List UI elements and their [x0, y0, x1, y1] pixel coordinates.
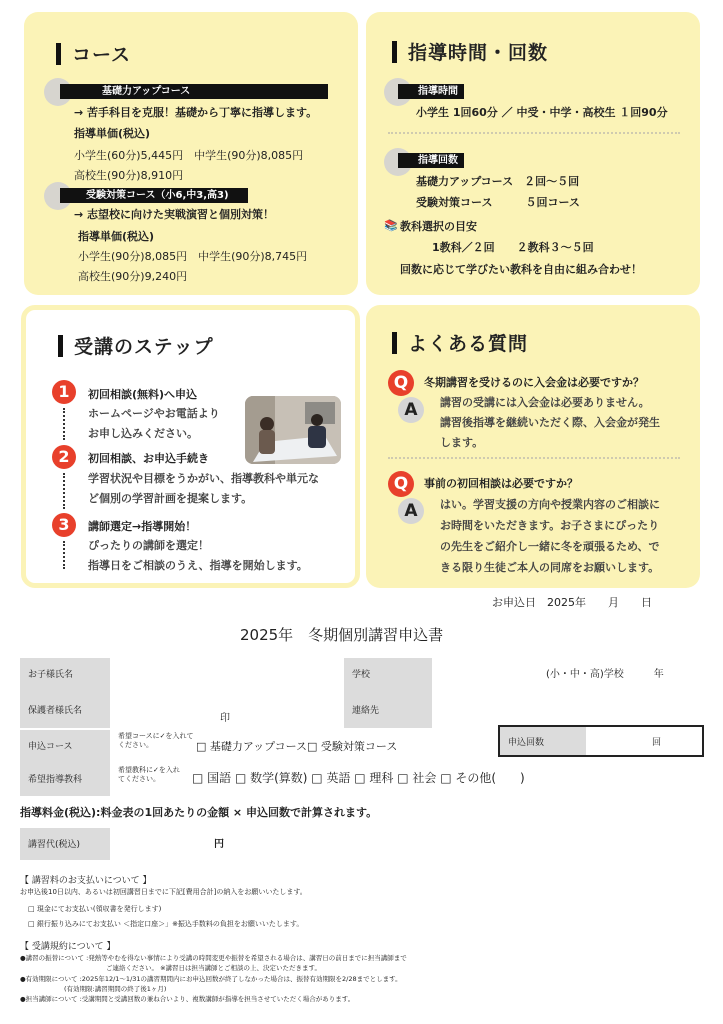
school-field[interactable]: (小・中・高)学校 年 [546, 669, 664, 680]
faq-a1-line-3: します。 [440, 436, 484, 449]
apply-course-label: 申込コース [28, 742, 73, 752]
payment-line-1: お申込後10日以内、あるいは初回講習日までに下記[費用合計]の納入をお願いいたします。 [20, 888, 307, 896]
answer-icon: A [398, 397, 424, 423]
basic-price-line-2: 高校生(90分)8,910円 [74, 169, 184, 182]
faq-q1: 冬期講習を受けるのに入会金は必要ですか？ [424, 376, 644, 389]
course-title: コース [72, 40, 131, 67]
form-title: 2025年 冬期個別講習申込書 [240, 626, 444, 644]
fee-field[interactable]: 円 [214, 839, 224, 850]
step-1-line-1: ホームページやお電話より [88, 407, 220, 420]
faq-a2-line-4: きる限り生徒ご本人の同席をお願いします。 [440, 561, 660, 574]
steps-title: 受講のステップ [74, 332, 214, 359]
subjects-hint: 希望教科に✓を入れてください。 [118, 766, 180, 783]
child-name-label: お子様氏名 [28, 670, 74, 680]
question-icon: Q [388, 471, 414, 497]
books-icon: 📚 [384, 219, 398, 232]
terms-rule-1: ●講習の振替について :発熱等やむを得ない事情により受講の時間変更や振替を希望される場合は、講習日の前日までに担当講師まで [20, 954, 407, 962]
contact-label: 連絡先 [352, 706, 380, 716]
step-3-number: 3 [52, 513, 76, 537]
terms-rule-2: ●有効期限について :2025年12/1～1/31の講習期間内にお申込回数が終了しなかった場合は、振替有効期限を2/28までとします。 [20, 975, 402, 983]
step-3-line-2: 指導日をご相談のうえ、指導を開始します。 [88, 559, 308, 572]
step-connector [63, 473, 65, 509]
apply-count-label: 申込回数 [508, 738, 545, 748]
time-title: 指導時間・回数 [408, 38, 548, 65]
step-1-number: 1 [52, 380, 76, 404]
terms-rule-2b: (有効期限:講習期間の終了後1ヶ月) [64, 985, 167, 993]
question-icon: Q [388, 370, 414, 396]
step-1-line-2: お申し込みください。 [88, 427, 198, 440]
basic-price-title: 指導単価(税込) [74, 127, 151, 140]
step-connector [63, 541, 65, 569]
faq-a1-line-2: 講習後指導を継続いただく際、入会金が発生 [440, 416, 660, 429]
faq-card [366, 305, 700, 588]
payment-option-bank[interactable]: □ 銀行振り込みにてお支払い ＜指定口座＞」※振込手数料の負担をお願いいたします。 [28, 920, 304, 928]
faq-a1-line-1: 講習の受講には入会金は必要ありません。 [440, 396, 650, 409]
course-hint: 希望コースに✓を入れてください。 [118, 732, 194, 749]
time-label: 指導時間 [398, 84, 464, 99]
terms-title: 【 受講規約について 】 [20, 942, 116, 952]
exam-price-line-1: 小学生(90分)8,085円 中学生(90分)8,745円 [78, 250, 308, 263]
count-label: 指導回数 [398, 153, 464, 168]
fee-note: 指導料金(税込):料金表の1回あたりの金額 × 申込回数で計算されます。 [20, 806, 378, 819]
photo-illustration [245, 396, 341, 464]
faq-title: よくある質問 [408, 329, 528, 356]
divider [388, 457, 680, 459]
seal-mark: 印 [220, 713, 230, 724]
exam-price-title: 指導単価(税込) [78, 230, 155, 243]
faq-a2-line-3: の先生をご紹介し一緒に冬を頑張るため、で [440, 540, 660, 553]
consultation-photo [245, 396, 341, 464]
basic-course-desc: → 苦手科目を克服！基礎から丁寧に指導します。 [74, 106, 318, 119]
fee-label: 講習代(税込) [28, 840, 81, 850]
step-3-line-1: ぴったりの講師を選定！ [88, 539, 209, 552]
payment-option-cash[interactable]: □ 現金にてお支払い(領収書を発行します) [28, 905, 162, 913]
payment-title: 【 講習料のお支払いについて 】 [20, 876, 152, 886]
time-text: 小学生 1回60分 ／ 中受・中学・高校生 １回90分 [416, 106, 668, 119]
exam-course-label: 受験対策コース（小6,中3,高3) [60, 188, 248, 203]
child-name-field[interactable] [110, 658, 344, 692]
step-2-number: 2 [52, 445, 76, 469]
faq-q2: 事前の初回相談は必要ですか？ [424, 477, 578, 490]
count-basic: 基礎力アップコース ２回～５回 [416, 175, 580, 188]
step-connector [63, 408, 65, 440]
course-options[interactable]: □ 基礎力アップコース□ 受験対策コース [196, 740, 398, 753]
step-2-line-1: 学習状況や目標をうかがい、指導教科や単元な [88, 472, 319, 485]
contact-field[interactable] [432, 692, 700, 728]
basic-course-label: 基礎力アップコース [60, 84, 328, 99]
terms-rule-1b: ご連絡ください。 ※講習日は担当講師とご相談の上、決定いただきます。 [106, 964, 321, 972]
course-card [24, 12, 358, 295]
faq-a2-line-2: お時間をいただきます。お子さまにぴったり [440, 519, 660, 532]
apply-count-field[interactable]: 回 [652, 738, 662, 748]
school-label: 学校 [352, 670, 371, 680]
time-card [366, 12, 700, 295]
divider [388, 132, 680, 134]
step-1-title: 初回相談(無料)へ申込 [88, 388, 198, 401]
answer-icon: A [398, 498, 424, 524]
step-2-title: 初回相談、お申込手続き [88, 452, 209, 465]
exam-price-line-2: 高校生(90分)9,240円 [78, 270, 188, 283]
application-date[interactable]: お申込日 2025年 月 日 [492, 596, 652, 609]
guide-text: 1教科／２回 ２教科３～５回 [432, 241, 594, 254]
steps-card [21, 305, 360, 588]
basic-price-line-1: 小学生(60分)5,445円 中学生(90分)8,085円 [74, 149, 304, 162]
subjects-options[interactable]: □ 国語 □ 数学(算数) □ 英語 □ 理科 □ 社会 □ その他( ) [192, 771, 525, 785]
faq-a2-line-1: はい。学習支援の方向や授業内容のご相談に [440, 498, 660, 511]
terms-rule-3: ●担当講師について :受講期間と受講回数の兼ね合いより、複数講師が指導を担当させていただく場合があります。 [20, 995, 355, 1003]
step-2-line-2: ど個別の学習計画を提案します。 [88, 492, 253, 505]
subjects-label: 希望指導教科 [28, 775, 83, 785]
exam-course-desc: → 志望校に向けた実戦演習と個別対策！ [74, 208, 275, 221]
guide-note: 回数に応じて学びたい教科を自由に組み合わせ！ [400, 263, 642, 276]
guide-title: 教科選択の目安 [400, 220, 477, 233]
step-3-title: 講師選定→指導開始！ [88, 520, 197, 533]
count-exam: 受験対策コース ５回コース [416, 196, 580, 209]
guardian-label: 保護者様氏名 [28, 706, 83, 716]
